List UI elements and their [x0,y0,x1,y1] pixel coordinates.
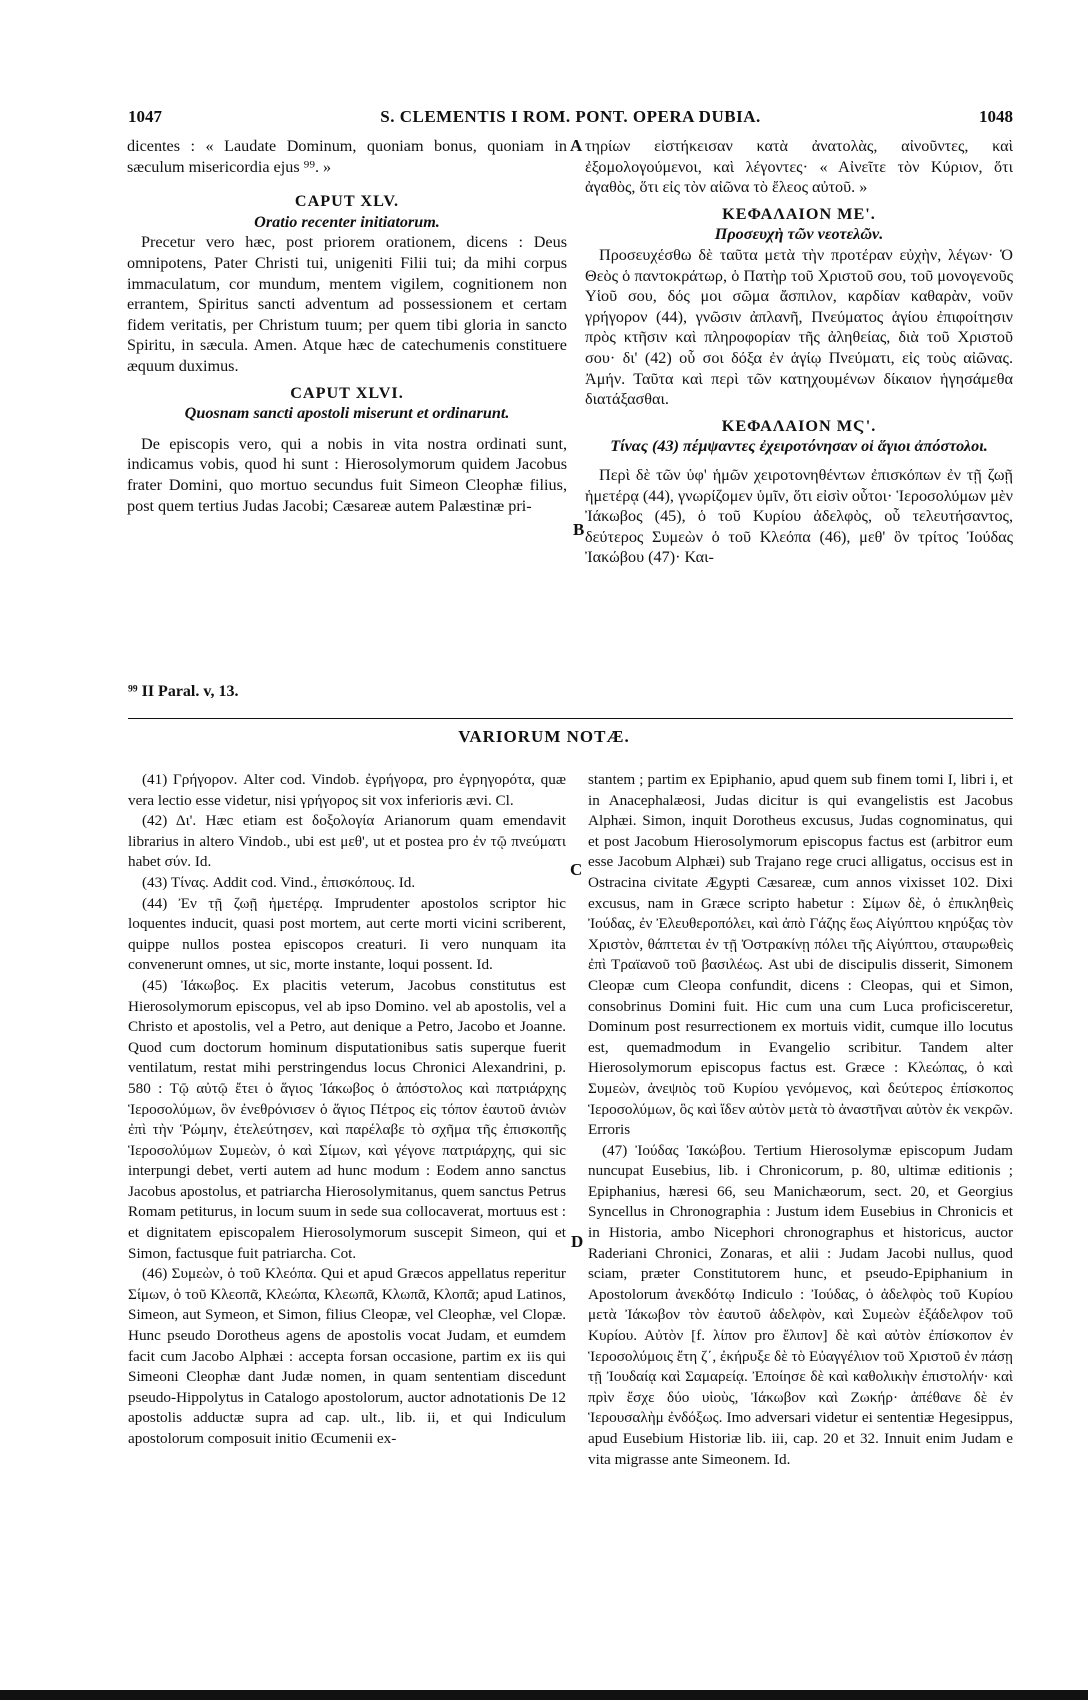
note-46: (46) Συμεὼν, ὁ τοῦ Κλεόπα. Qui et apud Græcos appellatus reperitur Σίμων, ὁ τοῦ Κλεοπᾶ, Κλεώπα, Κλεωπᾶ, Κλωπᾶ, Κλοπᾶ; apud Latinos, Simeon, aut Symeon, et Simon, filius Cleopæ, vel Cleophæ, vel Clopæ. Hunc pseudo Dorotheus agens de apostolis vocat Judam, et eumdem facit cum Jacobo Alphæi : accepta forsan occasione, partim ex iis qui Simeoni Cleophæ dant Judæ nomen, in quam sententiam discedunt pseudo-Hippolytus in Catalogo apostolorum, auctor adnotationis De 12 apostolis adductæ supra ad cap. ult., lib. ii, et qui Indiculum apostolorum composuit initio Œcumenii ex- [128,1265,566,1447]
note-45: (45) Ἰάκωβος. Ex placitis veterum, Jacobus constitutus est Hierosolymorum episcopus, vel ab ipso Domino. vel ab apostolis, vel a Christo et apostolis, vel a Petro, aut denique a Petro, Jacobo et Joanne. Quod cum doctorum hominum disputationibus satis superque fuerit ventilatum, restat mihi perstringendus locus Chronici Alexandrini, p. 580 : Τῷ αὐτῷ ἔτει ὁ ἅγιος Ἰάκωβος ὁ ἀπόστολος καὶ πατριάρχης Ἱεροσολύμων, ὃν ἐνεθρόνισεν ὁ ἅγιος Πέτρος εἰς τόπον ἑαυτοῦ ἀνιὼν ἐπὶ τὴν Ῥώμην, ἐτελεύτησεν, καὶ παρέλαβε τὸ σχῆμα τῆς ἐπισκοπῆς Ἱεροσολύμων Συμεὼν, ὁ καὶ Σίμων, καὶ γέγονε πατριάρχης, qui sic interpungi debet, verti autem ad hunc modum : Eodem anno sanctus Jacobus apostolus, et patriarcha Hierosolymitanus, quem sanctus Petrus Romam petiturus, in locum suum in sede sua collocaverat, mortuus est : et dignitatem episcopalem Hierosolymorum suscepit Simeon, qui et Simon, factusque fuit patriarcha. Cot. [128,976,566,1262]
margin-letter-c: C [570,860,583,879]
notes-left-column [128,770,566,1450]
note-43: (43) Τίνας. Addit cod. Vind., ἐπισκόπους. Id. [142,873,416,891]
greek-chapter-46-text: Περὶ δὲ τῶν ὑφ' ἡμῶν χειροτονηθέντων ἐπισκόπων ἐν τῇ ζωῇ ἡμετέρᾳ (44), γνωρίζομεν ὑμῖν, ὅτι εἰσὶν οὗτοι· Ἱεροσολύμων μὲν Ἰάκωβος (45), ὁ τοῦ Κυρίου ἀδελφὸς, οὗ τελευτήσαντος, δεύτερος Συμεὼν ὁ τοῦ Κλεόπα (46), μεθ' ὃν τρίτος Ἰούδας Ἰακώβου (47)· Και- [585,465,1013,567]
scripture-footnote: ⁹⁹ II Paral. v, 13. [128,683,239,700]
notes-right-column [588,770,1013,1470]
left-page-number: 1047 [128,107,162,126]
latin-chapter-46-title: CAPUT XLVI. [290,383,404,402]
latin-chapter-45-title: CAPUT XLV. [294,192,400,211]
greek-chapter-45-subtitle: Προσευχὴ τῶν νεοτελῶν. [714,225,884,244]
greek-chapter-45-text: Προσευχέσθω δὲ ταῦτα μετὰ τὴν προτέραν εὐχὴν, λέγων· Ὁ Θεὸς ὁ παντοκράτωρ, ὁ Πατὴρ τοῦ Χριστοῦ σου, τοῦ μονογενοῦς Υἱοῦ σου, δός μοι σῶμα ἄσπιλον, καρδίαν καθαρὰν, νοῦν γρήγορον (44), γνῶσιν ἀπλανῆ, Πνεύματος ἁγίου ἐπιφοίτησιν πρὸς κτῆσιν καὶ πληροφορίαν τῆς ἀληθείας, διὰ τοῦ Χριστοῦ σου· δι' (42) οὗ σοι δόξα ἐν ἁγίῳ Πνεύματι, εἰς τοὺς αἰῶνας. Ἀμήν. Ταῦτα καὶ περὶ τῶν κατηχουμένων δίκαιον ἡγησάμεθα διατάξασθαι. [585,245,1013,409]
greek-intro: τηρίων εἰστήκεισαν κατὰ ἀνατολὰς, αἰνοῦντες, καὶ ἐξομολογούμενοι, καὶ λέγοντες· « Αἰνεῖτε τὸν Κύριον, ὅτι ἀγαθὸς, ὅτι εἰς τὸν αἰῶνα τὸ ἔλεος αὐτοῦ. » [585,137,1013,197]
latin-chapter-46-subtitle: Quosnam sancti apostoli miserunt et ordinarunt. [184,404,510,423]
note-46-continued: stantem ; partim ex Epiphanio, apud quem sub finem tomi I, libri i, et in Anacephalæosi, Judas dicitur is qui evangelistis est Jacobus Alphæi. Simon, inquit Dorotheus excusus, Judas cognominatus, qui et post Jacobum Hierosolymorum episcopus factus est (arbitror eum esse Jacobum Alphæi) sub Trajano rege cruci alligatus, occisus est in Ostracina civitate Ægypti Cæsareæ, cum annos vixisset 102. Dixi excusus, nam in Græce scripto habetur : Σίμων δὲ, ὁ ἐπικληθεὶς Ἰούδας, ἐν Ἐλευθεροπόλει, καὶ ἀπὸ Γάζης ἕως Αἰγύπτου κηρύξας τὸν Χριστὸν, θάπτεται ἐν τῇ Ὀστρακίνῃ πόλει τῆς Αἰγύπτου, σταυρωθεὶς ἐπὶ Τραϊανοῦ τοῦ βασιλέως. Ast ubi de discipulis disserit, Simonem Cleopæ cum Cleopa confundit, dicens : Cleopas, qui et Simon, consobrinus Domini fuit. Hic cum una cum Luca proficisceretur, Dominum post resurrectionem ex mortuis vidit, cumque illo locutus est, quemadmodum in Evangelio scribitur. Tandem alter Hierosolymorum episcopus factus est. Græce : Κλεώπας, ὁ καὶ Συμεὼν, ἀνεψιὸς τοῦ Κυρίου γενόμενος, καὶ δεύτερος ἐπίσκοπος Ἱεροσολύμων, ὃς καὶ ἴδεν αὐτὸν μετὰ τὸ ἀναστῆναι αὐτὸν ἐκ νεκρῶν. Erroris [588,771,1013,1139]
bottom-edge-bar [0,1690,1088,1700]
latin-column [127,136,567,516]
latin-chapter-45-text: Precetur vero hæc, post priorem orationem, dicens : Deus omnipotens, Pater Christi tui, unigeniti Filii tui; da mihi corpus immaculatum, cor mundum, mentem vigilem, cognitionem non errantem, Spiritus sancti adventum ad possessionem et certam fidem veritatis, per Christum tuum; per quem tibi gloria in sancto Spiritu, in sæcula. Amen. Atque hæc de catechumenis constituere æquum duximus. [127,233,567,375]
margin-letter-b: B [573,520,585,539]
running-title: S. CLEMENTIS I ROM. PONT. OPERA DUBIA. [380,107,761,126]
running-header [128,107,1013,133]
note-42: (42) Δι'. Hæc etiam est δοξολογία Arianorum quam emendavit librarius in altero Vindob., ubi est μεθ', ut et postea pro ἐν τῷ πνεύματι habet σύν. Id. [128,812,566,871]
margin-letter-d: D [571,1232,584,1251]
margin-letter-a: A [570,136,583,155]
latin-chapter-46-text: De episcopis vero, qui a nobis in vita nostra ordinati sunt, indicamus vobis, quod hi sunt : Hierosolymorum quidem Jacobus frater Domini, quo mortuo secundus fuit Simeon Cleophæ filius, post quem tertius Judas Jacobi; Cæsareæ autem Palæstinæ pri- [127,434,567,515]
greek-chapter-46-subtitle: Τίνας (43) πέμψαντες ἐχειροτόνησαν οἱ ἅγιοι ἀπόστολοι. [610,437,988,456]
notes-title: VARIORUM NOTÆ. [458,727,630,746]
greek-chapter-45-title: ΚΕΦΑΛΑΙΟΝ ΜΕ'. [722,204,876,223]
notes-rule [128,718,1013,719]
right-page-number: 1048 [979,107,1013,126]
greek-column [585,136,1013,568]
greek-chapter-46-title: ΚΕΦΑΛΑΙΟΝ ΜϚ'. [721,416,877,435]
latin-chapter-45-subtitle: Oratio recenter initiatorum. [254,212,440,231]
note-44: (44) Ἐν τῇ ζωῇ ἡμετέρᾳ. Imprudenter apostolos scriptor hic loquentes inducit, quasi post mortem, aut certe morti vicini scriberent, quippe nullos postea episcopos creaturi. Ii vero nunquam ita convenerunt omnes, ut sic, morte instante, loqui possent. Id. [128,894,566,974]
latin-intro: dicentes : « Laudate Dominum, quoniam bonus, quoniam in sæculum misericordia ejus ⁹⁹. » [127,137,567,176]
note-41: (41) Γρήγορον. Alter cod. Vindob. ἐγρήγορα, pro ἐγρηγορότα, quæ vera lectio esse videtur, nisi γρήγορος sit vox inferioris ævi. Cl. [128,771,566,809]
note-47: (47) Ἰούδας Ἰακώβου. Tertium Hierosolymæ episcopum Judam nuncupat Eusebius, lib. i Chronicorum, p. 80, ultimæ editionis ; Epiphanius, hæresi 66, seu Manichæorum, sect. 20, et Georgius Syncellus in Chronographia : Justum idem Eusebius in Chronicis et in Historia, ambo Nicephori chronographus et historicus, auctor Raderiani Chronici, Zonaras, et alii : Judam Jacobi nullus, quod sciam, præter Constitutorem hunc, et pseudo-Epiphanium in Apostolorum ἀνεκδότῳ Indiculo : Ἰούδας, ὁ ἀδελφὸς τοῦ Κυρίου μετὰ Ἰάκωβον τὸν ἑαυτοῦ ἀδελφὸν, καὶ Συμεὼν ἐξάδελφον τοῦ Κυρίου. Αὐτὸν [f. λίπον pro ἔλιπον] δὲ καὶ αὐτὸν ἐπίσκοπον ἐν Ἱεροσολύμοις ἔτη ζ΄, ἐκήρυξε δὲ τὸ Εὐαγγέλιον τοῦ Χριστοῦ ἐν πάσῃ τῇ Ἰουδαίᾳ καὶ Σαμαρείᾳ. Ἐποίησε δὲ καὶ καθολικὴν ἐπιστολήν· καὶ πρὶν ἔσχε δύο υἱοὺς, Ἰάκωβον καὶ Ζωκήρ· ἀπέθανε δὲ ἐν Ἱερουσαλὴμ ἐνδόξως. Imo adversari videtur ei sententiæ Hegesippus, apud Eusebium Historiæ lib. iii, cap. 20 et 32. Innuit enim Judam e vita migrasse ante Simeonem. Id. [588,1141,1013,1468]
